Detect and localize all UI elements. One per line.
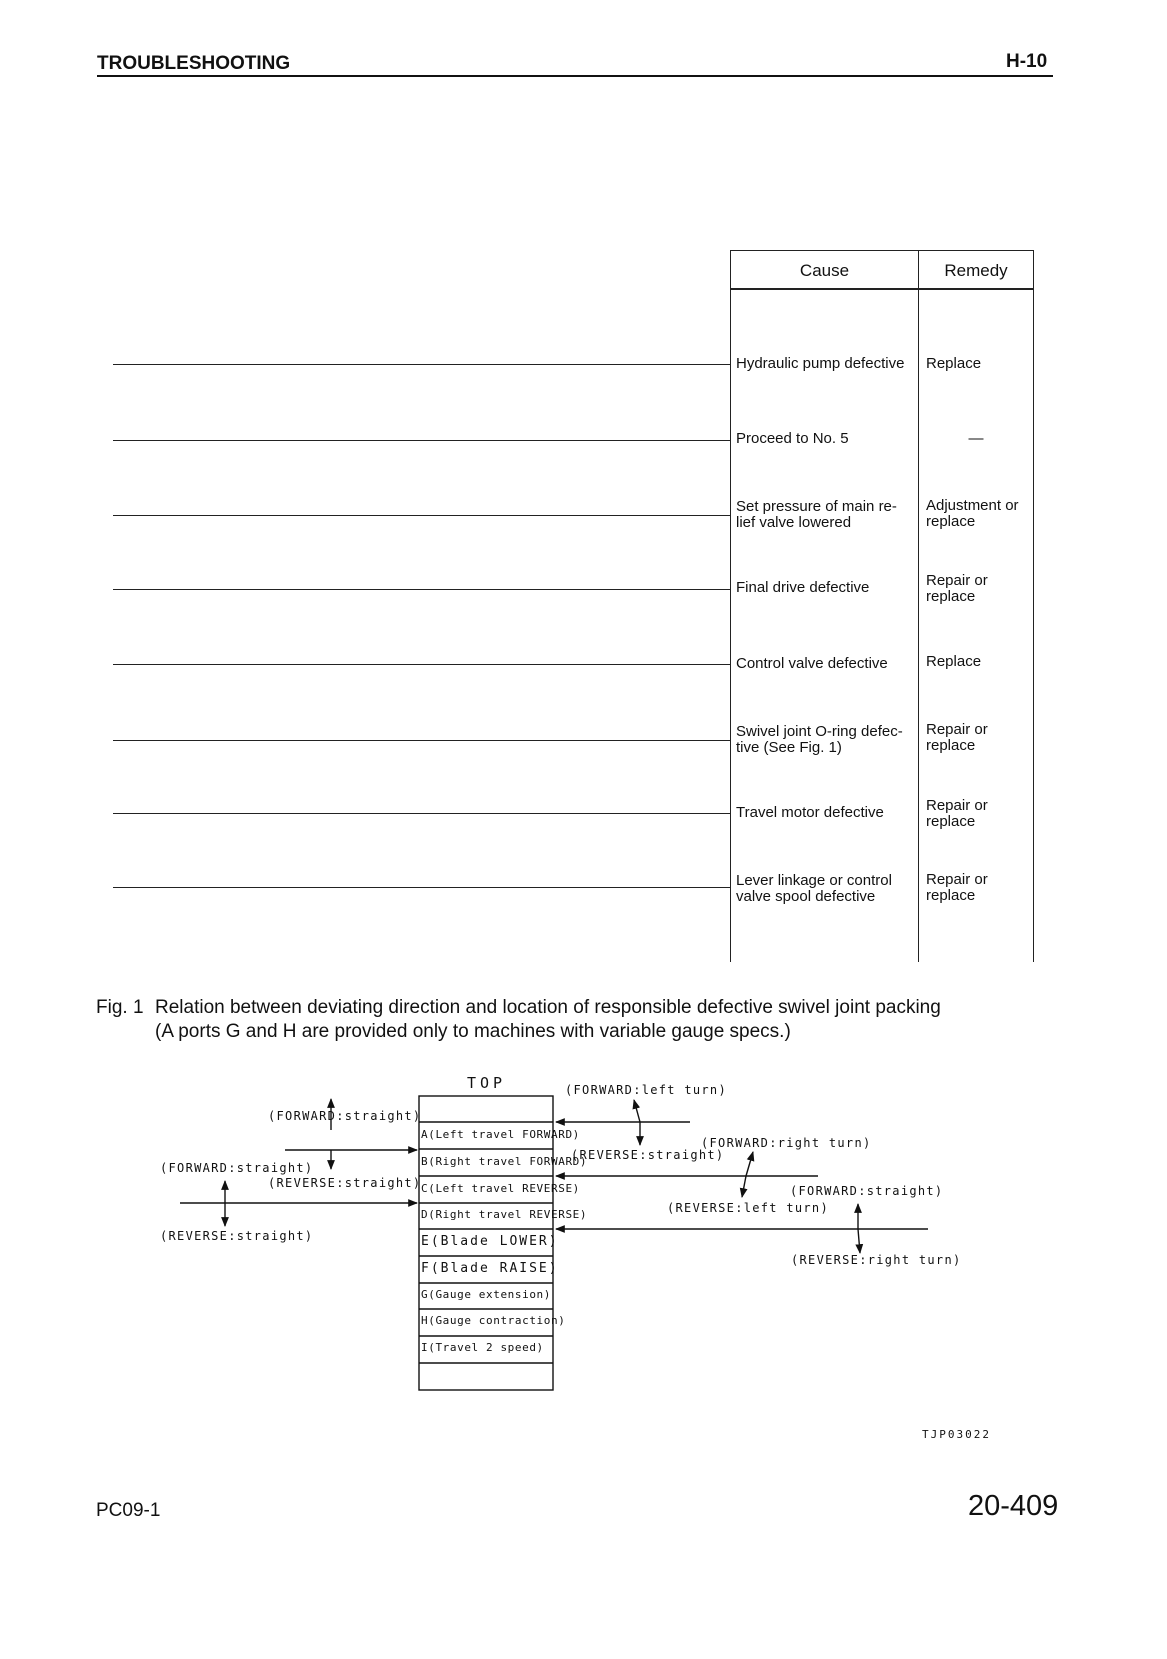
cause-text: Travel motor defective: [736, 804, 884, 821]
remedy-text: Repair or replace: [926, 797, 988, 830]
arrow-up-left: [634, 1100, 640, 1122]
cause-text: Final drive defective: [736, 579, 870, 596]
cause-text: Hydraulic pump defective: [736, 355, 905, 372]
model-code: PC09-1: [96, 1500, 161, 1521]
port-label-b: B(Right travel FORWARD): [421, 1155, 588, 1168]
page-code: H-10: [1006, 51, 1048, 72]
port-label-c: C(Left travel REVERSE): [421, 1182, 580, 1195]
label-reverse-left-turn: (REVERSE:left turn): [667, 1201, 829, 1215]
drawing-code: TJP03022: [922, 1428, 991, 1441]
port-label-i: I(Travel 2 speed): [421, 1341, 544, 1354]
label-forward-straight: (FORWARD:straight): [160, 1161, 314, 1175]
remedy-text: Repair or replace: [926, 721, 988, 754]
arrow-down: [858, 1229, 860, 1253]
figure-caption-line2: (A ports G and H are provided only to machines with variable gauge specs.): [155, 1021, 791, 1042]
label-forward-right-turn: (FORWARD:right turn): [701, 1136, 872, 1150]
label-reverse-straight: (REVERSE:straight): [571, 1148, 725, 1162]
remedy-text: Replace: [926, 355, 982, 372]
cause-text: Lever linkage or control valve spool defective: [736, 872, 892, 905]
remedy-text: Replace: [926, 653, 982, 670]
label-forward-left-turn: (FORWARD:left turn): [565, 1083, 727, 1097]
port-label-d: D(Right travel REVERSE): [421, 1208, 588, 1221]
col-header-remedy: Remedy: [944, 261, 1008, 280]
remedy-text: —: [968, 430, 984, 447]
page-number: 20-409: [968, 1490, 1059, 1522]
label-reverse-right-turn: (REVERSE:right turn): [791, 1253, 962, 1267]
cause-text: Swivel joint O-ring defec- tive (See Fig. 1): [736, 723, 903, 756]
figure-label: Fig. 1: [96, 997, 144, 1018]
cause-text: Control valve defective: [736, 655, 888, 672]
label-reverse-straight: (REVERSE:straight): [268, 1176, 422, 1190]
arrow-up-right: [746, 1152, 753, 1176]
top-label: TOP: [467, 1074, 507, 1092]
cause-text: Proceed to No. 5: [736, 430, 849, 447]
label-forward-straight: (FORWARD:straight): [790, 1184, 944, 1198]
remedy-text: Repair or replace: [926, 871, 988, 904]
remedy-text: Adjustment or replace: [926, 497, 1019, 530]
figure-caption-line1: Relation between deviating direction and location of responsible defective swivel joint packing: [155, 997, 941, 1018]
arrow-down-left: [742, 1176, 746, 1197]
port-label-g: G(Gauge extension): [421, 1288, 552, 1301]
label-forward-straight: (FORWARD:straight): [268, 1109, 422, 1123]
section-title: TROUBLESHOOTING: [97, 53, 291, 74]
port-label-e: E(Blade LOWER): [421, 1234, 559, 1249]
label-reverse-straight: (REVERSE:straight): [160, 1229, 314, 1243]
port-label-a: A(Left travel FORWARD): [421, 1128, 580, 1141]
port-label-f: F(Blade RAISE): [421, 1261, 559, 1276]
col-header-cause: Cause: [799, 261, 850, 280]
remedy-text: Repair or replace: [926, 572, 988, 605]
cause-text: Set pressure of main re- lief valve lowered: [736, 498, 897, 531]
port-label-h: H(Gauge contraction): [421, 1314, 566, 1327]
